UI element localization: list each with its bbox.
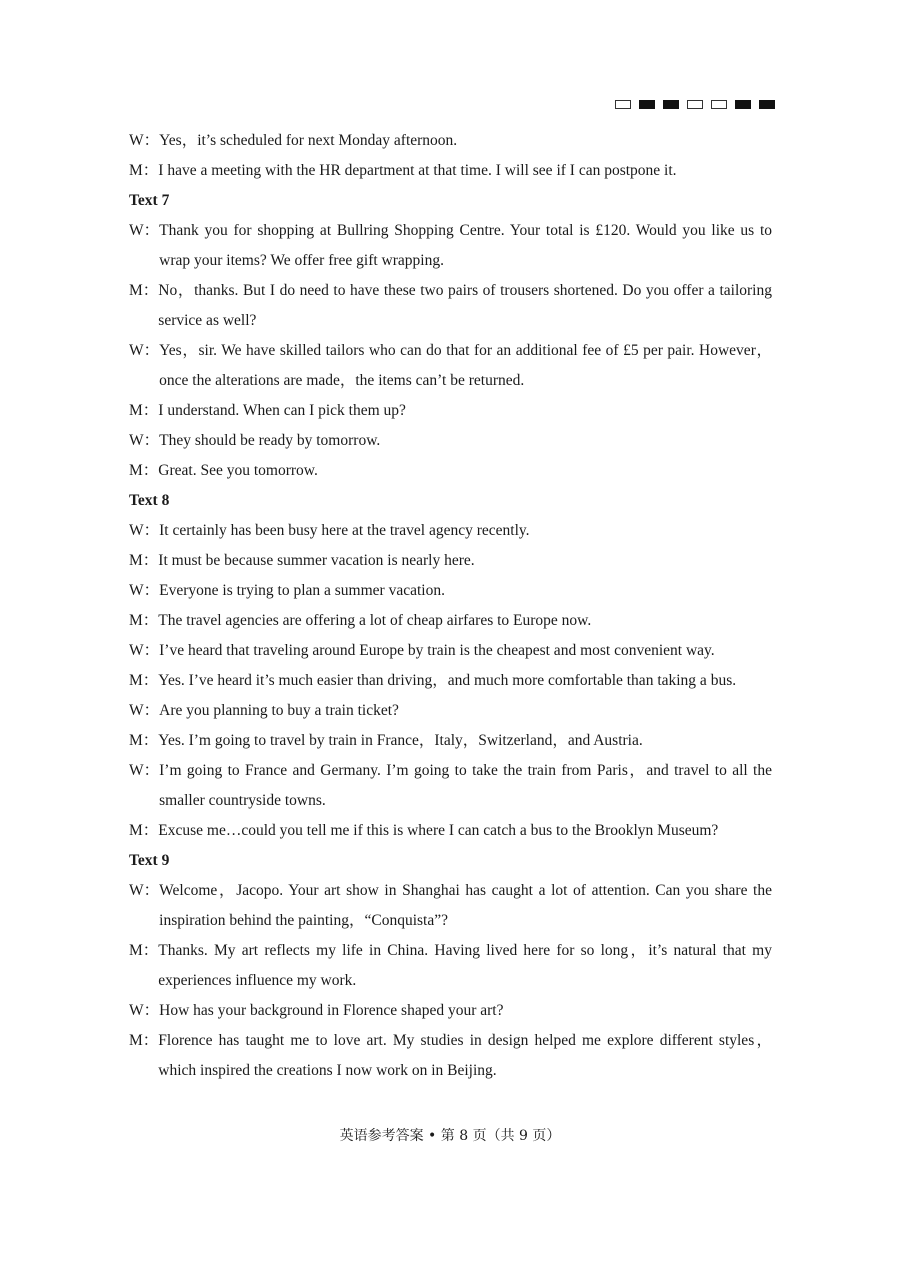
dialogue-text: No，thanks. But I do need to have these two pairs of trousers shortened. Do you offer a tailoring service as well?	[158, 282, 772, 329]
speaker-label: M：	[129, 672, 159, 689]
dialogue-line	[129, 636, 772, 666]
page-marker-box	[663, 100, 679, 109]
speaker-label: M：	[129, 282, 159, 299]
dialogue-text: It must be because summer vacation is nearly here.	[158, 552, 475, 569]
dialogue-text: Great. See you tomorrow.	[158, 462, 318, 479]
page-footer: 英语参考答案 • 第 8 页（共 9 页）	[339, 1128, 561, 1144]
dialogue-line	[129, 426, 772, 456]
dialogue-line	[129, 996, 772, 1026]
dialogue-text: Yes. I’m going to travel by train in France，Italy，Switzerland，and Austria.	[158, 732, 643, 749]
page-marker-box	[735, 100, 751, 109]
dialogue-text: I’ve heard that traveling around Europe by train is the cheapest and most convenient way.	[159, 642, 715, 659]
dialogue-text: I have a meeting with the HR department at that time. I will see if I can postpone it.	[158, 162, 677, 179]
speaker-label: W：	[129, 882, 160, 899]
dialogue-text: I understand. When can I pick them up?	[158, 402, 406, 419]
dialogue-line	[129, 396, 772, 426]
dialogue-text: Everyone is trying to plan a summer vacation.	[159, 582, 445, 599]
text-section-heading: Text 9	[129, 852, 170, 869]
dialogue-line	[129, 1026, 772, 1086]
page-marker-box	[615, 100, 631, 109]
dialogue-text: I’m going to France and Germany. I’m going to take the train from Paris，and travel to all the smaller countryside towns.	[159, 762, 772, 809]
dialogue-text: Yes，sir. We have skilled tailors who can do that for an additional fee of £5 per pair. However，once the alterations are made，the items can’t be returned.	[159, 342, 772, 389]
dialogue-line	[129, 876, 772, 936]
dialogue-text: How has your background in Florence shaped your art?	[159, 1002, 504, 1019]
dialogue-line	[129, 276, 772, 336]
speaker-label: W：	[129, 702, 160, 719]
speaker-label: M：	[129, 822, 159, 839]
dialogue-line	[129, 816, 772, 846]
dialogue-text: Thank you for shopping at Bullring Shopping Centre. Your total is £120. Would you like us to wrap your items? We offer free gift wrapping.	[159, 222, 772, 269]
dialogue-line	[129, 756, 772, 816]
speaker-label: M：	[129, 162, 159, 179]
dialogue-line	[129, 546, 772, 576]
speaker-label: W：	[129, 582, 160, 599]
page-marker-box	[711, 100, 727, 109]
speaker-label: W：	[129, 1002, 160, 1019]
page-marker-box	[687, 100, 703, 109]
speaker-label: W：	[129, 762, 160, 779]
speaker-label: W：	[129, 132, 160, 149]
dialogue-line	[129, 156, 772, 186]
dialogue-line	[129, 516, 772, 546]
speaker-label: M：	[129, 612, 159, 629]
dialogue-line	[129, 936, 772, 996]
dialogue-text: They should be ready by tomorrow.	[159, 432, 381, 449]
transcript-body	[129, 126, 772, 1086]
page-marker-box	[759, 100, 775, 109]
dialogue-text: Yes. I’ve heard it’s much easier than driving，and much more comfortable than taking a bus.	[158, 672, 737, 689]
speaker-label: M：	[129, 462, 159, 479]
speaker-label: M：	[129, 402, 159, 419]
speaker-label: M：	[129, 552, 159, 569]
text-section-heading: Text 8	[129, 492, 170, 509]
dialogue-text: Welcome，Jacopo. Your art show in Shanghai has caught a lot of attention. Can you share the inspiration behind the painting，“Conquista”?	[159, 882, 772, 929]
speaker-label: W：	[129, 342, 160, 359]
dialogue-line	[129, 456, 772, 486]
dialogue-text: Florence has taught me to love art. My studies in design helped me explore different styles，which inspired the creations I now work on in Beijing.	[158, 1032, 772, 1079]
dialogue-line	[129, 576, 772, 606]
dialogue-text: It certainly has been busy here at the travel agency recently.	[159, 522, 530, 539]
text-section-heading: Text 7	[129, 192, 170, 209]
speaker-label: M：	[129, 732, 159, 749]
speaker-label: W：	[129, 522, 160, 539]
dialogue-line	[129, 336, 772, 396]
page-marker-strip	[615, 100, 775, 109]
dialogue-text: Yes，it’s scheduled for next Monday afternoon.	[159, 132, 458, 149]
speaker-label: W：	[129, 222, 160, 239]
dialogue-text: Thanks. My art reflects my life in China. Having lived here for so long，it’s natural that my experiences influence my work.	[158, 942, 772, 989]
dialogue-line	[129, 606, 772, 636]
dialogue-line	[129, 126, 772, 156]
dialogue-text: The travel agencies are offering a lot of cheap airfares to Europe now.	[158, 612, 592, 629]
dialogue-line	[129, 666, 772, 696]
speaker-label: W：	[129, 432, 160, 449]
dialogue-text: Excuse me…could you tell me if this is where I can catch a bus to the Brooklyn Museum?	[158, 822, 719, 839]
dialogue-line	[129, 216, 772, 276]
dialogue-text: Are you planning to buy a train ticket?	[159, 702, 399, 719]
speaker-label: W：	[129, 642, 160, 659]
speaker-label: M：	[129, 1032, 159, 1049]
dialogue-line	[129, 696, 772, 726]
speaker-label: M：	[129, 942, 159, 959]
dialogue-line	[129, 726, 772, 756]
page-marker-box	[639, 100, 655, 109]
